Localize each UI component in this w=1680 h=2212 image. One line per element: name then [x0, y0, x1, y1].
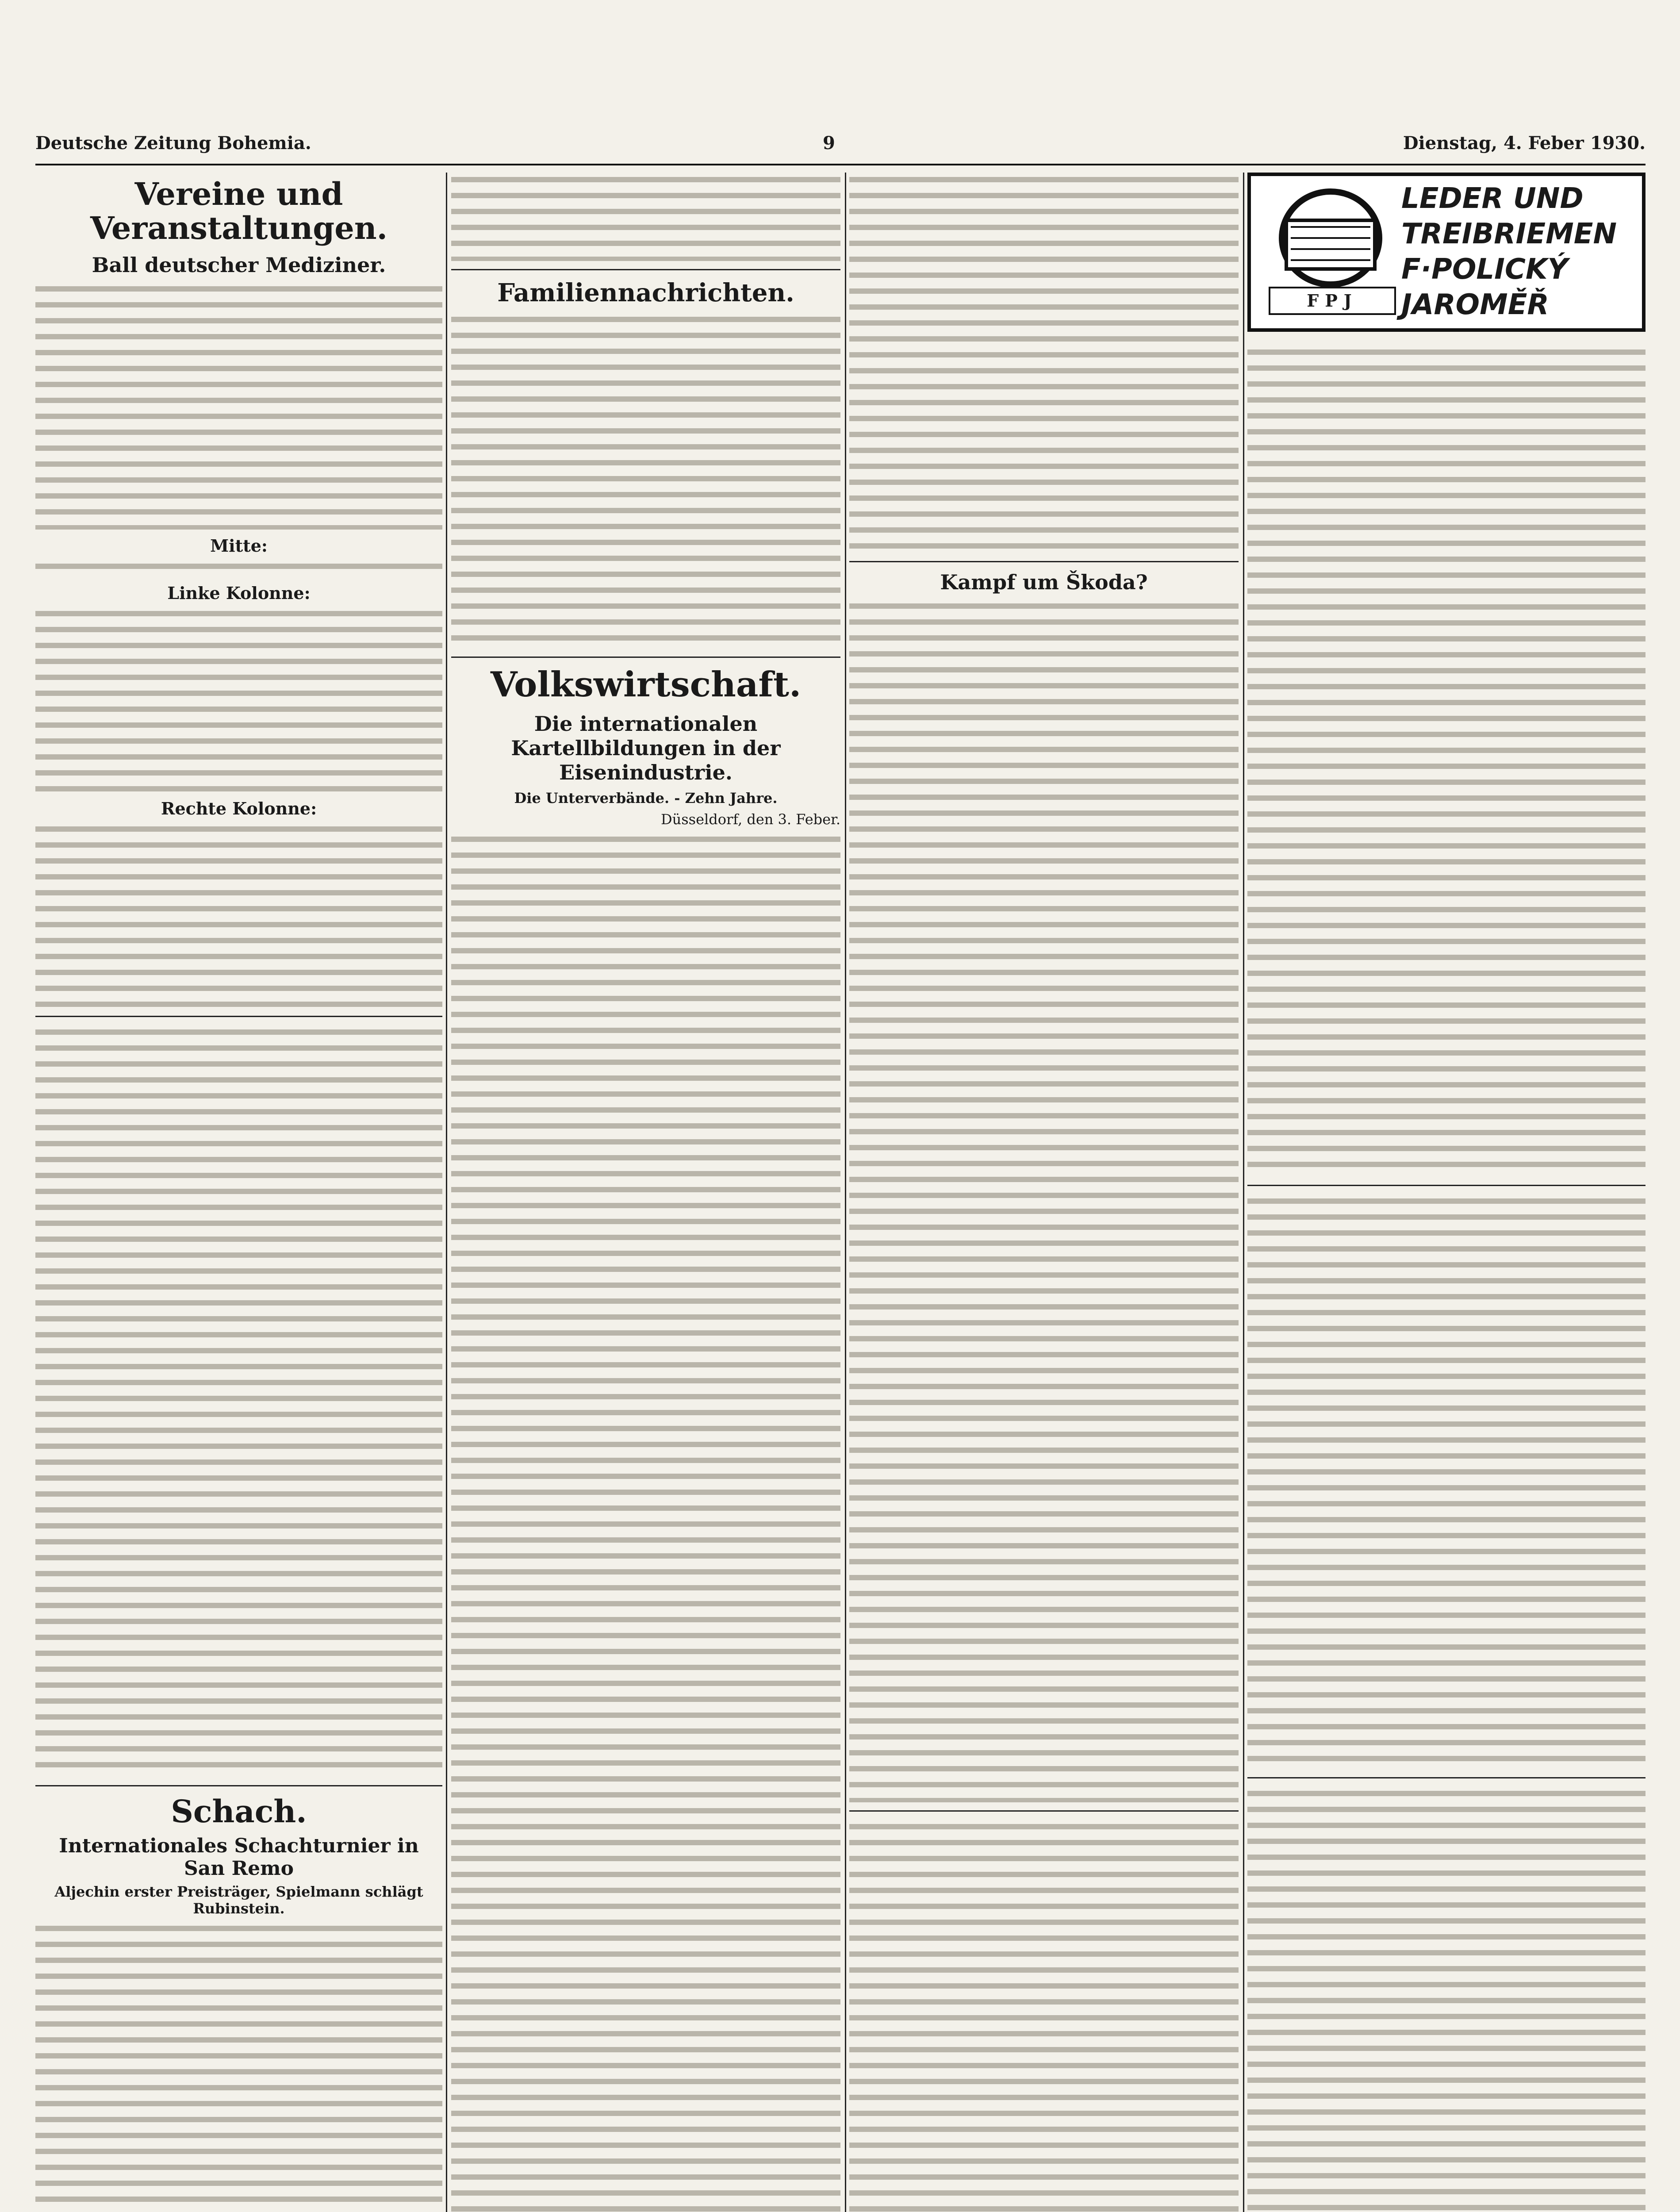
divider [451, 657, 840, 658]
list-heading: Mitte: [210, 536, 268, 556]
notices-body [35, 1025, 442, 1777]
masthead [35, 124, 1645, 165]
list-item [35, 559, 442, 577]
advertisement [1247, 173, 1645, 332]
column-1 [35, 173, 442, 2212]
column-2 [451, 173, 840, 2212]
article-body [1247, 1786, 1645, 2212]
section-heading: Volkswirtschaft. [490, 664, 802, 705]
article-subtitle: Die Unterverbände. - Zehn Jahre. [514, 789, 778, 806]
newspaper-page [35, 27, 1645, 2212]
article-body [1247, 1194, 1645, 1769]
section-heading: Vereine und Veranstaltungen. [90, 176, 388, 246]
paper-name: Deutsche Zeitung Bohemia. [35, 133, 311, 154]
dateline: Düsseldorf, den 3. Feber. [660, 810, 840, 828]
section-heading: Familiennachrichten. [497, 278, 794, 307]
logo-initials: FPJ [1269, 287, 1396, 315]
article-subtitle: Aljechin erster Preisträger, Spielmann schlägt Rubinstein. [54, 1883, 423, 1917]
article-title: Die internationalen Kartellbildungen in der Eisenindustrie. [511, 711, 781, 785]
column-rule [446, 173, 447, 2212]
issue-date: Dienstag, 4. Feber 1930. [1403, 133, 1645, 154]
family-notices [451, 312, 840, 649]
column-3 [849, 173, 1239, 2212]
article-body [849, 1820, 1239, 2212]
divider [451, 269, 840, 270]
divider [35, 1016, 442, 1017]
ad-line: TREIBRIEMEN [1401, 218, 1617, 250]
article-body [35, 1921, 442, 2212]
article-title: Internationales Schachturnier in San Remo [59, 1835, 419, 1880]
list-items [35, 822, 442, 1008]
column-rule [845, 173, 846, 2212]
column-rule [1243, 173, 1244, 2212]
list-heading: Linke Kolonne: [167, 583, 311, 603]
article-body [1247, 345, 1645, 1177]
divider [849, 561, 1239, 562]
article-title: Kampf um Škoda? [940, 570, 1148, 594]
divider [1247, 1777, 1645, 1778]
article-body [451, 832, 840, 2212]
article-body [849, 599, 1239, 1802]
ad-line: F·POLICKÝ [1401, 253, 1568, 286]
section-heading: Schach. [171, 1793, 307, 1830]
divider [35, 1785, 442, 1786]
divider [849, 1810, 1239, 1812]
list-items [35, 607, 442, 792]
chess-results [451, 173, 840, 261]
article-body [35, 282, 442, 530]
list-heading: Rechte Kolonne: [161, 799, 317, 819]
ad-line: JAROMĚŘ [1401, 288, 1549, 321]
divider [1247, 1185, 1645, 1186]
article-body [849, 173, 1239, 553]
page-number: 9 [823, 133, 835, 154]
column-4 [1247, 345, 1645, 2212]
article-title: Ball deutscher Mediziner. [92, 253, 386, 277]
ad-line: LEDER UND [1401, 182, 1584, 215]
